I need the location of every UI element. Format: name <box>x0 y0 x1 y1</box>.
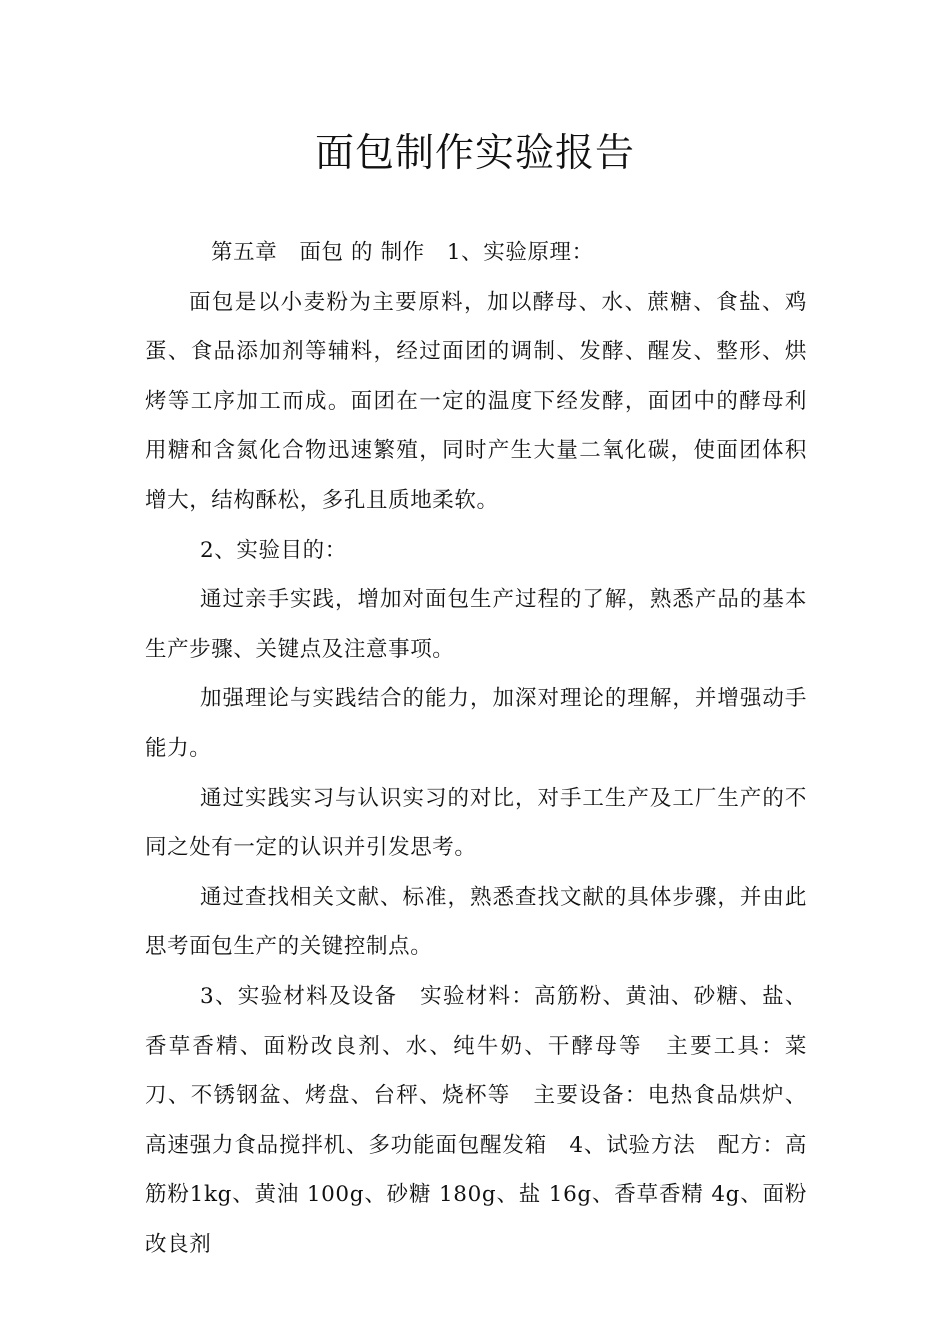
document-body <box>145 228 807 1269</box>
principle-paragraph: 面包是以小麦粉为主要原料，加以酵母、水、蔗糖、食盐、鸡蛋、食品添加剂等辅料，经过面团的调制、发酵、醒发、整形、烘烤等工序加工而成。面团在一定的温度下经发酵，面团中的酵母利用糖和含氮化合物迅速繁殖，同时产生大量二氧化碳，使面团体积增大，结构酥松，多孔且质地柔软。 <box>145 289 807 513</box>
purpose-paragraph-1: 通过亲手实践，增加对面包生产过程的了解，熟悉产品的基本生产步骤、关键点及注意事项。 <box>145 587 807 662</box>
purpose-heading: 2、实验目的： <box>200 537 347 563</box>
document-title: 面包制作实验报告 <box>314 131 635 176</box>
purpose-paragraph-4: 通过查找相关文献、标准，熟悉查找文献的具体步骤，并由此思考面包生产的关键控制点。 <box>145 884 807 960</box>
purpose-paragraph-2: 加强理论与实践结合的能力，加深对理论的理解，并增强动手能力。 <box>145 686 807 761</box>
materials-paragraph: 3、实验材料及设备 实验材料：高筋粉、黄油、砂糖、盐、香草香精、面粉改良剂、水、纯牛奶、干酵母等 主要工具：菜刀、不锈钢盆、烤盘、台秤、烧杯等 主要设备：电热食品烘炉、高速强力食品搅拌机、多功能面包醒发箱 4、试验方法 配方：高筋粉1kg、黄油 100g、砂糖 180g、盐 16g、香草香精 4g、面粉改良剂 <box>145 983 807 1257</box>
chapter-heading-paragraph: 第五章 面包 的 制作 1、实验原理： <box>211 240 594 265</box>
purpose-paragraph-3: 通过实践实习与认识实习的对比，对手工生产及工厂生产的不同之处有一定的认识并引发思考。 <box>145 785 807 861</box>
